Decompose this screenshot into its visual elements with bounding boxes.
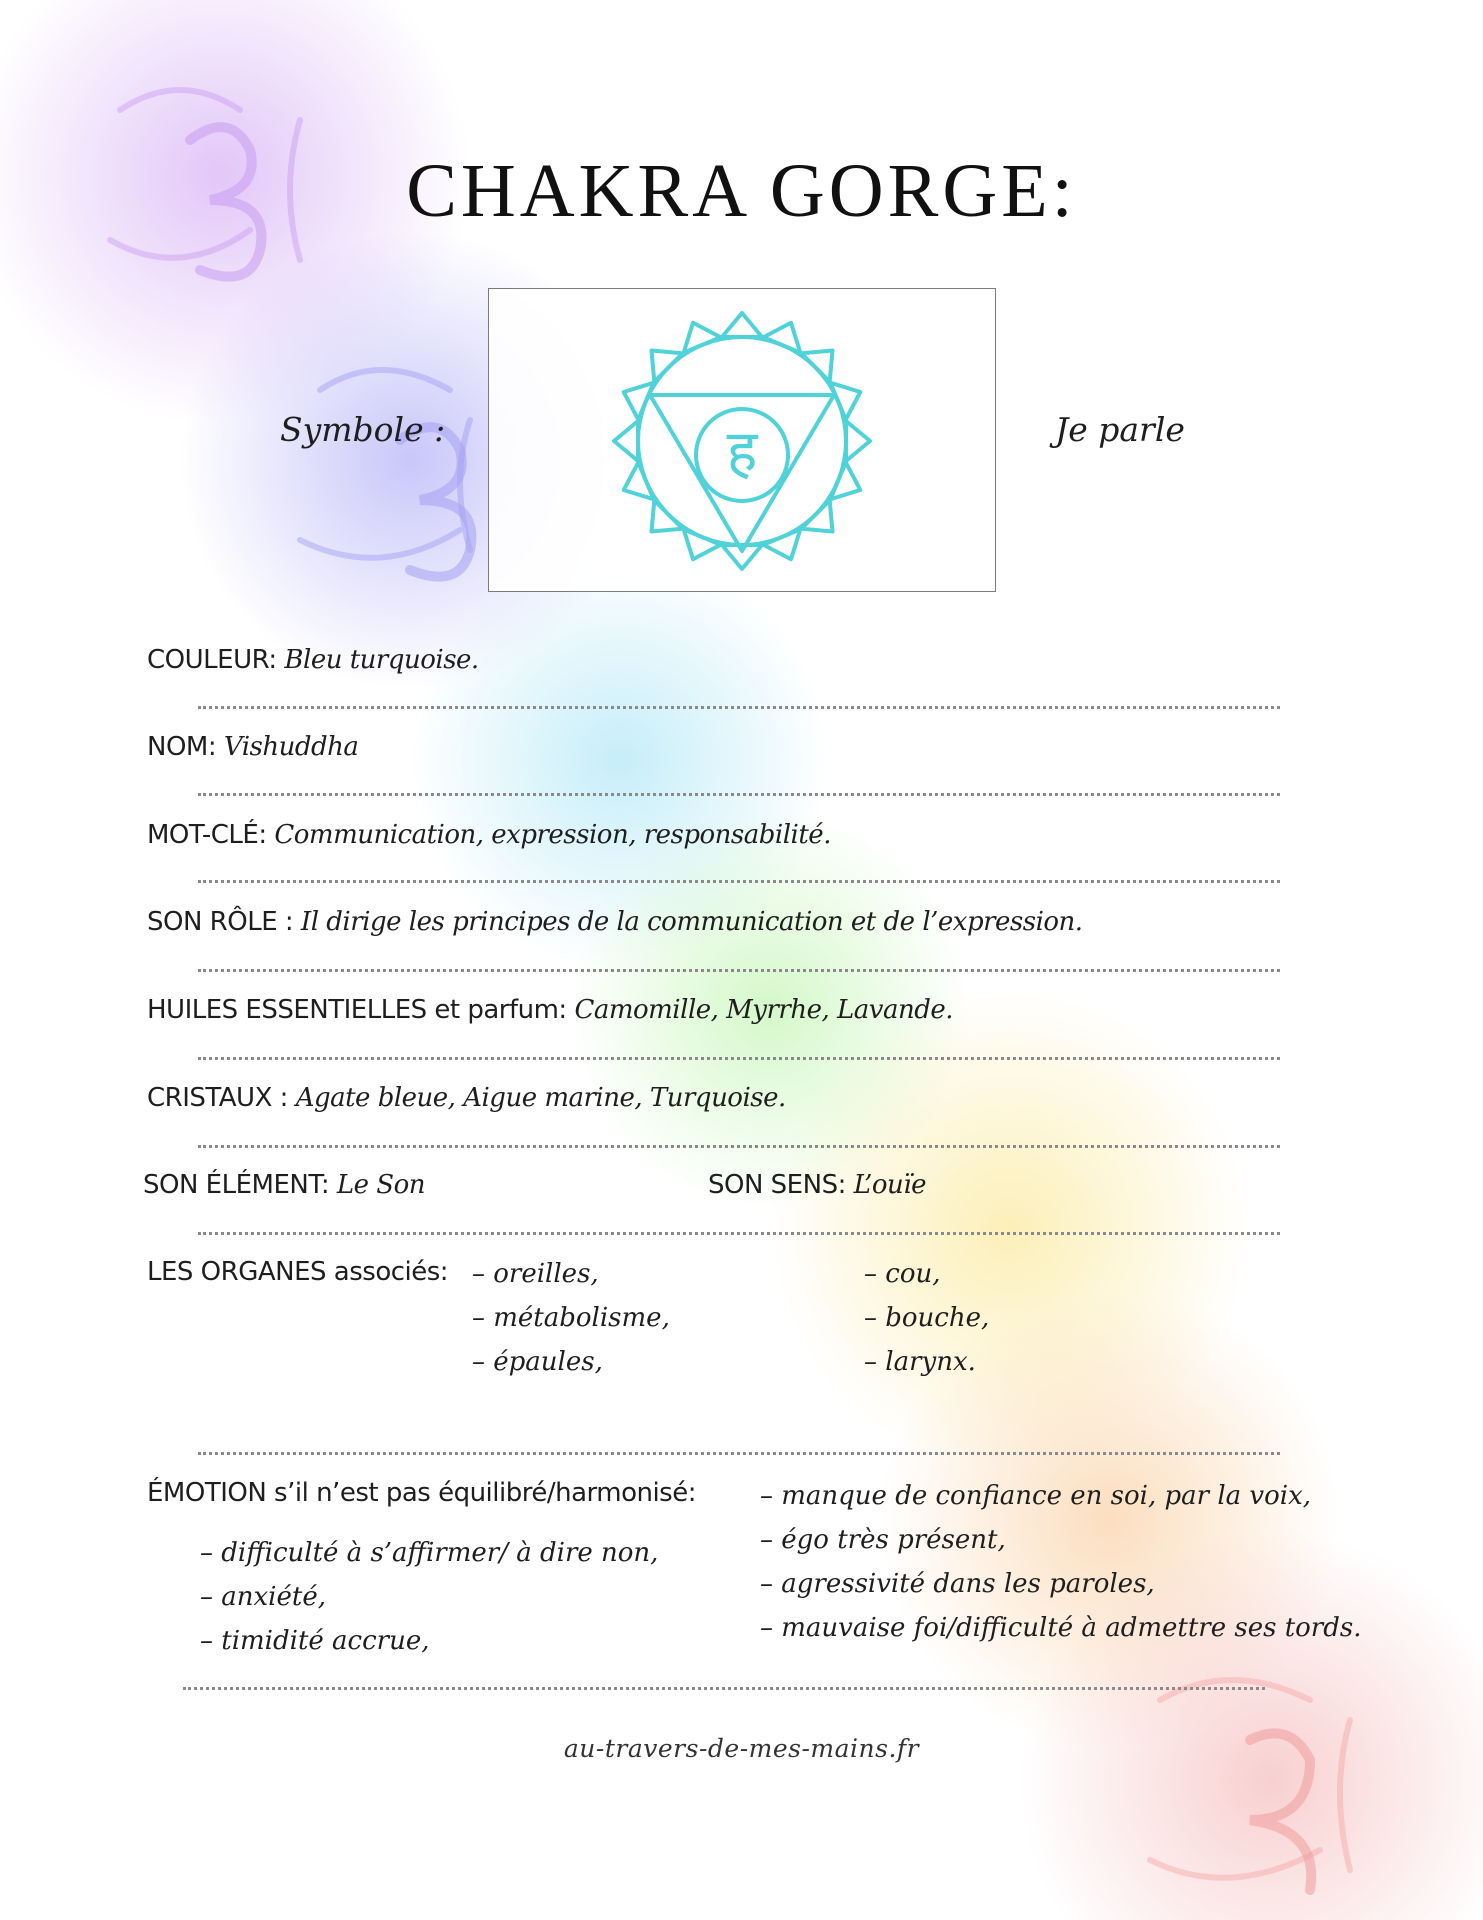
emotion-list-right [760,1474,1361,1650]
list-item: – agressivité dans les paroles, [760,1569,1155,1599]
dotted-line [198,1232,1280,1235]
mot-cle-label: MOT-CLÉ: [147,820,267,850]
nom-value: Vishuddha [223,732,359,762]
page-title: CHAKRA GORGE: [406,149,1077,233]
huiles-label: HUILES ESSENTIELLES et parfum: [147,995,567,1025]
field-element [143,1170,425,1200]
field-mot-cle [147,820,831,850]
throat-chakra-icon [489,289,995,591]
list-item: – anxiété, [200,1582,326,1612]
organes-label: LES ORGANES associés: [147,1257,449,1287]
list-item: – épaules, [472,1347,603,1377]
dotted-line [198,793,1280,796]
element-label: SON ÉLÉMENT: [143,1170,330,1200]
nom-label: NOM: [147,732,217,762]
role-label: SON RÔLE : [147,907,294,937]
huiles-value: Camomille, Myrrhe, Lavande. [574,995,953,1025]
dotted-line [198,880,1280,883]
couleur-label: COULEUR: [147,645,277,675]
field-role [147,907,1083,937]
dotted-line [198,1057,1280,1060]
affirmation-text: Je parle [1055,410,1185,449]
field-couleur [147,645,479,675]
dotted-line [198,1452,1280,1455]
list-item: – métabolisme, [472,1303,670,1333]
cristaux-value: Agate bleue, Aigue marine, Turquoise. [295,1083,786,1113]
symbol-frame [488,288,996,592]
sens-value: L’ouïe [853,1170,926,1200]
list-item: – larynx. [864,1347,976,1377]
role-value: Il dirige les principes de la communication et de l’expression. [300,907,1083,937]
ham-mantra-glyph: ह [726,417,758,485]
list-item: – mauvaise foi/difficulté à admettre ses tords. [760,1613,1362,1643]
organes-list-right [864,1252,989,1384]
cristaux-label: CRISTAUX : [147,1083,288,1113]
dotted-line [183,1687,1265,1690]
footer-url[interactable]: au-travers-de-mes-mains.fr [563,1734,920,1763]
organes-list-left [472,1252,670,1384]
list-item: – bouche, [864,1303,990,1333]
emotion-list-left [200,1531,658,1663]
dotted-line [198,969,1280,972]
symbol-label: Symbole : [280,410,446,449]
field-huiles [147,995,953,1025]
dotted-line [198,1145,1280,1148]
list-item: – cou, [864,1259,941,1289]
field-nom [147,732,358,762]
element-value: Le Son [336,1170,426,1200]
list-item: – difficulté à s’affirmer/ à dire non, [200,1538,659,1568]
sens-label: SON SENS: [708,1170,846,1200]
list-item: – timidité accrue, [200,1626,430,1656]
emotion-label: ÉMOTION s’il n’est pas équilibré/harmonisé: [147,1478,696,1508]
field-cristaux [147,1083,786,1113]
list-item: – manque de confiance en soi, par la voix, [760,1481,1312,1511]
mot-cle-value: Communication, expression, responsabilité. [274,820,831,850]
field-sens [708,1170,926,1200]
dotted-line [198,706,1280,709]
list-item: – égo très présent, [760,1525,1006,1555]
couleur-value: Bleu turquoise. [284,645,479,675]
list-item: – oreilles, [472,1259,599,1289]
